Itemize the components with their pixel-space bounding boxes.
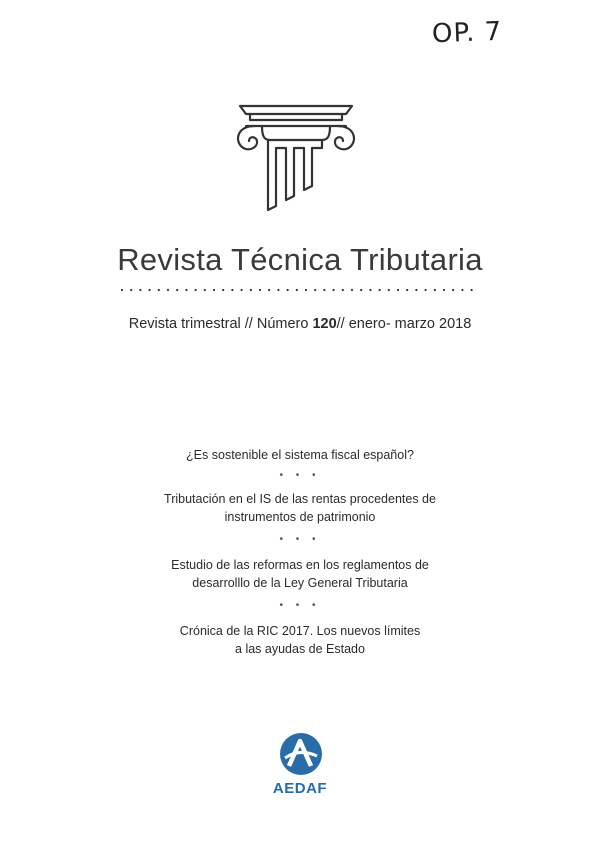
ionic-column-logo-icon [228,104,364,214]
divider-dot [333,289,335,291]
divider-dot [461,289,463,291]
article-3 [0,556,600,592]
divider-dot [360,289,362,291]
article-4 [0,622,600,658]
divider-dot [342,289,344,291]
handwritten-annotation: OP. 7 [431,16,503,50]
divider-dot [259,289,261,291]
divider-dot [241,289,243,291]
divider-dot [268,289,270,291]
divider-dot [277,289,279,291]
article-separator: • • • [279,600,321,611]
divider-dot [222,289,224,291]
article-2 [0,490,600,526]
divider-dot [379,289,381,291]
issue-number: 120 [312,316,337,332]
divider-dot [351,289,353,291]
divider-dot [452,289,454,291]
divider-dot [231,289,233,291]
divider-dot [204,289,206,291]
divider-dot [121,289,123,291]
divider-dot [425,289,427,291]
divider-dot [296,289,298,291]
article-separator: • • • [279,534,321,545]
dotted-divider [120,286,476,294]
divider-dot [434,289,436,291]
article-line: desarrolllo de la Ley General Tributaria [192,576,408,590]
divider-dot [314,289,316,291]
divider-dot [185,289,187,291]
divider-dot [176,289,178,291]
article-line: a las ayudas de Estado [235,642,365,656]
journal-title: Revista Técnica Tributaria [117,242,483,277]
divider-dot [471,289,473,291]
divider-dot [158,289,160,291]
divider-dot [130,289,132,291]
article-line: instrumentos de patrimonio [224,510,376,524]
article-line: Estudio de las reformas en los reglamentos de [171,558,429,572]
article-separator: • • • [279,470,321,481]
divider-dot [369,289,371,291]
divider-dot [250,289,252,291]
divider-dot [323,289,325,291]
divider-dot [139,289,141,291]
article-line: ¿Es sostenible el sistema fiscal español? [186,448,414,462]
divider-dot [406,289,408,291]
subtitle-suffix: // enero- marzo 2018 [336,316,472,332]
journal-subtitle [0,316,600,332]
article-line: Tributación en el IS de las rentas procedentes de [164,492,436,506]
article-1 [0,446,600,464]
divider-dot [167,289,169,291]
divider-dot [213,289,215,291]
divider-dot [287,289,289,291]
divider-dot [149,289,151,291]
divider-dot [305,289,307,291]
publisher-name: AEDAF [272,780,328,797]
aedaf-logo-icon [279,732,323,776]
divider-dot [195,289,197,291]
divider-dot [443,289,445,291]
article-line: Crónica de la RIC 2017. Los nuevos límites [179,624,421,638]
divider-dot [415,289,417,291]
divider-dot [397,289,399,291]
divider-dot [388,289,390,291]
subtitle-prefix: Revista trimestral // Número [128,316,313,332]
